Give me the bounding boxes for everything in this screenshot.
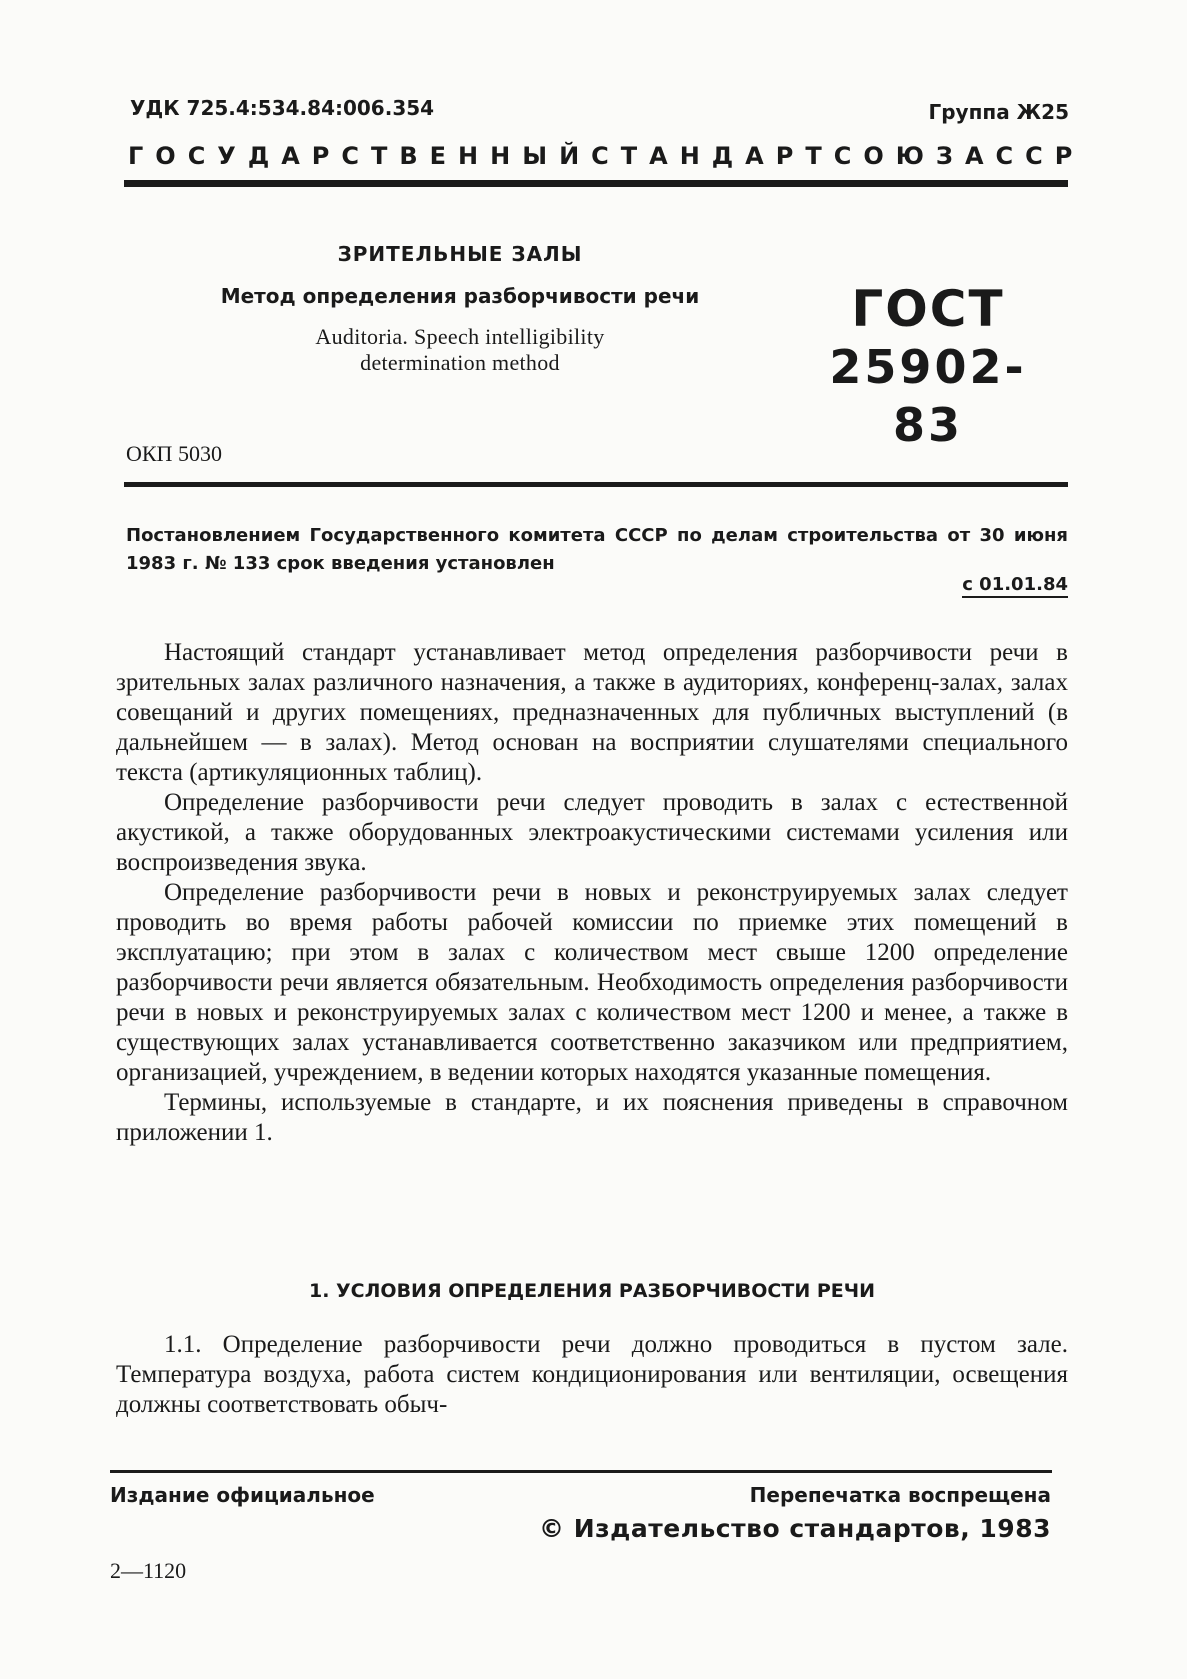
okp-code: ОКП 5030 (126, 441, 222, 466)
gost-name: ГОСТ (851, 280, 1005, 338)
gost-number: 25902-83 (829, 340, 1027, 452)
bottom-rule-divider (110, 1470, 1052, 1473)
copyright-line: © Издательство стандартов, 1983 (539, 1514, 1051, 1543)
state-word-4: ССР (995, 142, 1085, 170)
page-code: 2—1120 (110, 1558, 187, 1583)
title-en (220, 324, 700, 376)
title-ru-main: ЗРИТЕЛЬНЫЕ ЗАЛЫ (337, 242, 583, 266)
intro-body (116, 638, 1068, 1148)
body-paragraph: Определение разборчивости речи в новых и реконструируемых залах следует проводить во время работы рабочей комиссии по приемке этих помещений в эксплуатацию; при этом в залах с количеством мест свыше 1200 определение разборчивости речи является обязательным. Необходимость определения разборчивости речи в новых и реконструируемых залах с количеством мест 1200 и менее, а также в существующих залах устанавливается соответственно заказчиком или предприятием, организацией, учреждением, в ведении которых находятся указанные помещения. (116, 879, 1068, 1086)
reprint-prohibited-note: Перепечатка воспрещена (749, 1483, 1051, 1507)
state-word-3: СОЮЗА (833, 142, 996, 170)
section-1-body (116, 1330, 1068, 1420)
body-paragraph: Определение разборчивости речи следует проводить в залах с естественной акустикой, а также оборудованных электроакустическими системами усиления или воспроизведения звука. (116, 789, 1068, 876)
top-rule-divider (124, 180, 1068, 187)
official-edition-note: Издание официальное (110, 1483, 375, 1507)
section-1-heading: 1. УСЛОВИЯ ОПРЕДЕЛЕНИЯ РАЗБОРЧИВОСТИ РЕЧИ (308, 1280, 876, 1302)
udk-code: УДК 725.4:534.84:006.354 (130, 96, 435, 120)
decree-text: Постановлением Государственного комитета СССР по делам строительства от 30 июня 1983 г. № 133 срок введения установлен (126, 525, 1068, 574)
state-word-2: СТАНДАРТ (591, 142, 834, 170)
middle-rule-divider (124, 482, 1068, 487)
gost-block (798, 280, 1058, 454)
state-word-1: ГОСУДАРСТВЕННЫЙ (128, 142, 592, 170)
decree-date: с 01.01.84 (962, 574, 1068, 598)
title-en-line1: Auditoria. Speech intelligibility (315, 324, 605, 349)
body-paragraph: Термины, используемые в стандарте, и их пояснения приведены в справочном приложении 1. (116, 1089, 1068, 1146)
state-standard-heading (128, 142, 1085, 170)
body-paragraph: Настоящий стандарт устанавливает метод определения разборчивости речи в зрительных залах различного назначения, а также в аудиториях, конференц-залах, залах совещаний и других помещениях, предназначенных для публичных выступлений (в дальнейшем — в залах). Метод основан на восприятии слушателями специального текста (артикуляционных таблиц). (116, 639, 1068, 786)
title-en-line2: determination method (360, 350, 560, 375)
title-ru-sub: Метод определения разборчивости речи (220, 284, 700, 308)
group-code: Группа Ж25 (928, 100, 1069, 124)
section-1-paragraph: 1.1. Определение разборчивости речи должно проводиться в пустом зале. Температура воздуха, работа систем кондиционирования или вентиляции, освещения должны соответствовать обыч- (116, 1331, 1068, 1418)
title-block (220, 242, 700, 376)
